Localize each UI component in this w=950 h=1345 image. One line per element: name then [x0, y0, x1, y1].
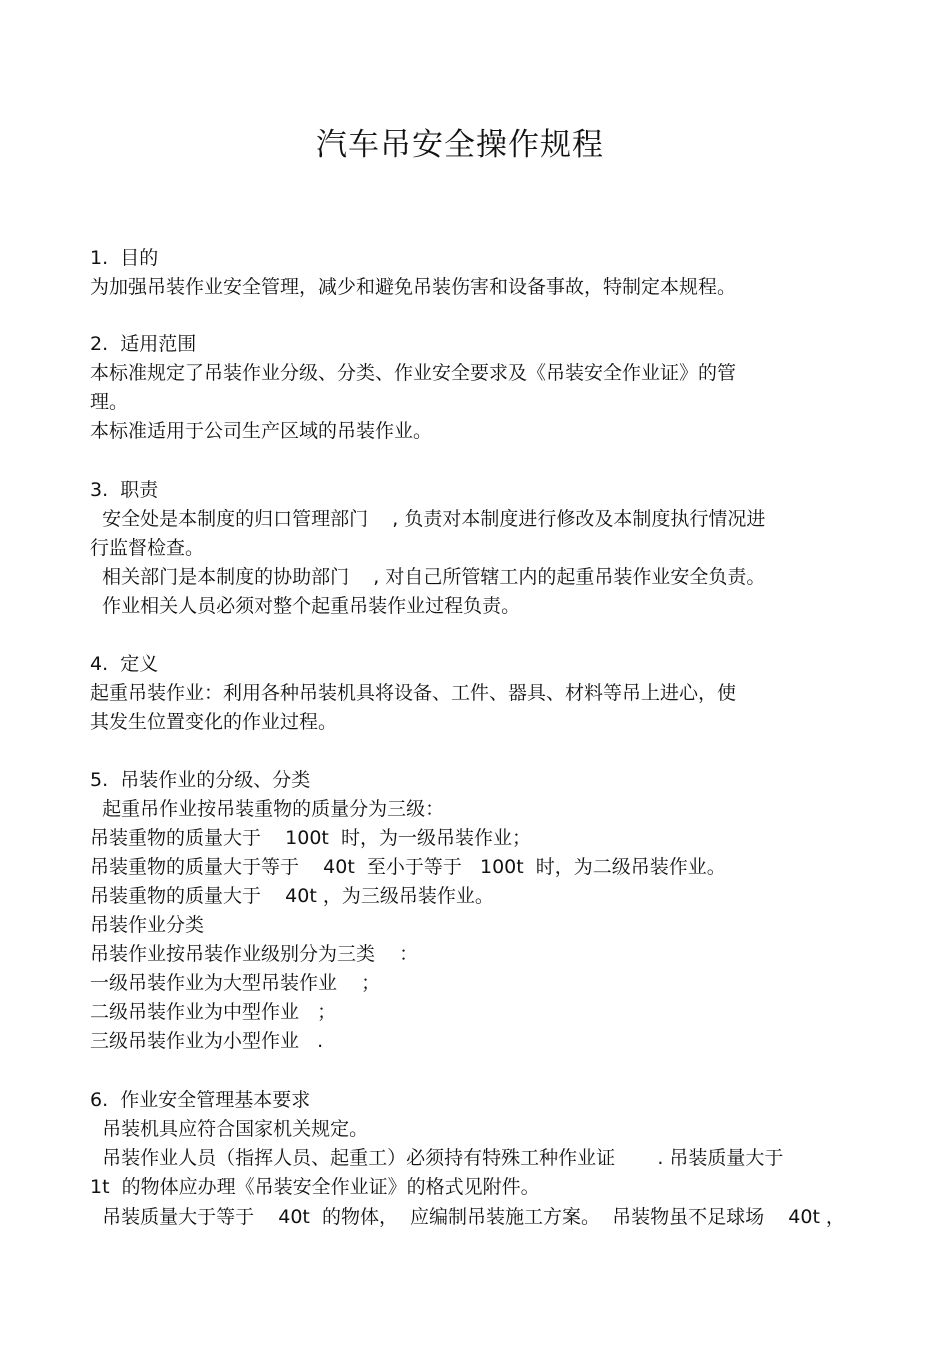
section-heading-classification: 5. 吊装作业的分级、分类	[90, 769, 311, 791]
body-line: 行监督检查。	[90, 537, 205, 559]
body-line: 本标准适用于公司生产区域的吊装作业。	[90, 420, 433, 442]
body-line: 吊装重物的质量大于等于 40t 至小于等于 100t 时，为二级吊装作业。	[90, 856, 726, 878]
section-heading-duties: 3. 职责	[90, 479, 159, 501]
body-line: 本标准规定了吊装作业分级、分类、作业安全要求及《吊装安全作业证》的管	[90, 362, 737, 384]
body-line: 吊装作业分类	[90, 914, 205, 936]
body-line: 相关部门是本制度的协助部门 , 对自己所管辖工内的起重吊装作业安全负责。	[90, 566, 766, 588]
body-line: 吊装重物的质量大于 40t ，为三级吊装作业。	[90, 885, 494, 907]
body-line: 吊装重物的质量大于 100t 时，为一级吊装作业；	[90, 827, 531, 849]
body-line: 吊装作业按吊装作业级别分为三类 ：	[90, 943, 419, 965]
body-line: 理。	[90, 391, 129, 413]
body-line: 安全处是本制度的归口管理部门 , 负责对本制度进行修改及本制度执行情况进	[90, 508, 766, 530]
body-line: 二级吊装作业为中型作业 ；	[90, 1001, 337, 1023]
section-heading-definition: 4. 定义	[90, 653, 159, 675]
section-heading-scope: 2. 适用范围	[90, 333, 197, 355]
section-heading-requirements: 6. 作业安全管理基本要求	[90, 1089, 311, 1111]
section-heading-purpose: 1. 目的	[90, 247, 159, 269]
body-line: 起重吊作业按吊装重物的质量分为三级：	[90, 798, 445, 820]
body-line: 其发生位置变化的作业过程。	[90, 711, 338, 733]
body-line: 一级吊装作业为大型吊装作业 ；	[90, 972, 381, 994]
body-line: 三级吊装作业为小型作业 .	[90, 1030, 324, 1052]
body-line: 1t 的物体应办理《吊装安全作业证》的格式见附件。	[90, 1176, 540, 1198]
body-line: 作业相关人员必须对整个起重吊装作业过程负责。	[90, 595, 521, 617]
body-line: 吊装作业人员（指挥人员、起重工）必须持有特殊工种作业证 . 吊装质量大于	[90, 1147, 784, 1169]
body-line: 吊装质量大于等于 40t 的物体， 应编制吊装施工方案。 吊装物虽不足球场 40t ，	[90, 1206, 845, 1228]
body-line: 吊装机具应符合国家机关规定。	[90, 1118, 369, 1140]
document-title: 汽车吊安全操作规程	[316, 127, 604, 163]
body-line: 起重吊装作业：利用各种吊装机具将设备、工件、器具、材料等吊上进心，使	[90, 682, 737, 704]
body-line: 为加强吊装作业安全管理，减少和避免吊装伤害和设备事故，特制定本规程。	[90, 276, 737, 298]
